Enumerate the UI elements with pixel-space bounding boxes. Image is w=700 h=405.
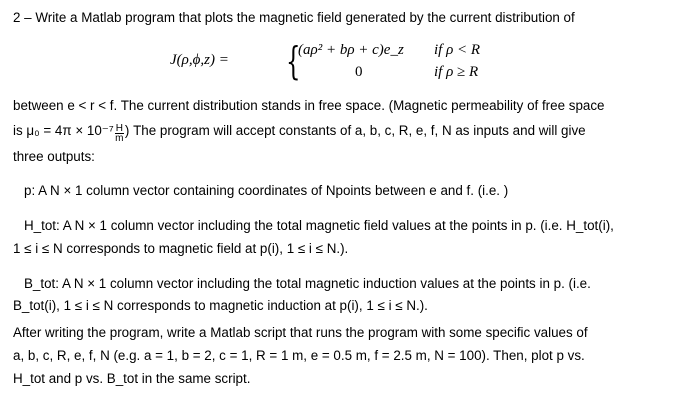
inputs-text: ) The program will accept constants of a, b, c, R, e, f, N as inputs and will give <box>124 123 586 138</box>
equation-lhs: J(ρ,ϕ,z) = <box>170 52 229 68</box>
closing-line-2: a, b, c, R, e, f, N (e.g. a = 1, b = 2, c = 1, R = 1 m, e = 0.5 m, f = 2.5 m, N = 100). Then, plot p vs. <box>13 348 585 363</box>
intro-line-3: three outputs: <box>13 149 95 164</box>
equation-case1-expr: (aρ² + bρ + c)e_z <box>298 42 404 58</box>
unit-numerator: H <box>115 123 123 134</box>
closing-line-3: H_tot and p vs. B_tot in the same script. <box>13 371 251 386</box>
output-btot-line-2: B_tot(i), 1 ≤ i ≤ N corresponds to magnetic induction at p(i), 1 ≤ i ≤ N.). <box>13 298 428 313</box>
intro-line-1: between e < r < f. The current distribution stands in free space. (Magnetic permeability of free space <box>13 98 605 113</box>
unit-denominator: m <box>115 133 124 144</box>
equation-case1-cond: if ρ < R <box>434 42 481 58</box>
current-density-equation <box>0 40 700 84</box>
problem-title: 2 – Write a Matlab program that plots the magnetic field generated by the current distribution of <box>13 10 575 25</box>
unit-fraction <box>115 124 124 143</box>
output-htot-line-2: 1 ≤ i ≤ N corresponds to magnetic field at p(i), 1 ≤ i ≤ N.). <box>13 241 349 256</box>
output-btot-line-1: B_tot: A N × 1 column vector including the total magnetic induction values at the points in p. (i.e. <box>24 276 591 291</box>
output-p-description: p: A N × 1 column vector containing coordinates of Npoints between e and f. (i.e. ) <box>24 183 509 198</box>
permeability-text: is μ₀ = 4π × 10⁻⁷ <box>13 123 114 138</box>
intro-line-2 <box>13 123 586 143</box>
left-brace: { <box>286 39 301 83</box>
output-htot-line-1: H_tot: A N × 1 column vector including the total magnetic field values at the points in p. (i.e. H_tot(i), <box>24 218 614 233</box>
equation-case2-expr: 0 <box>355 64 363 80</box>
closing-line-1: After writing the program, write a Matlab script that runs the program with some specific values of <box>13 325 588 340</box>
equation-case2-cond: if ρ ≥ R <box>434 64 479 80</box>
